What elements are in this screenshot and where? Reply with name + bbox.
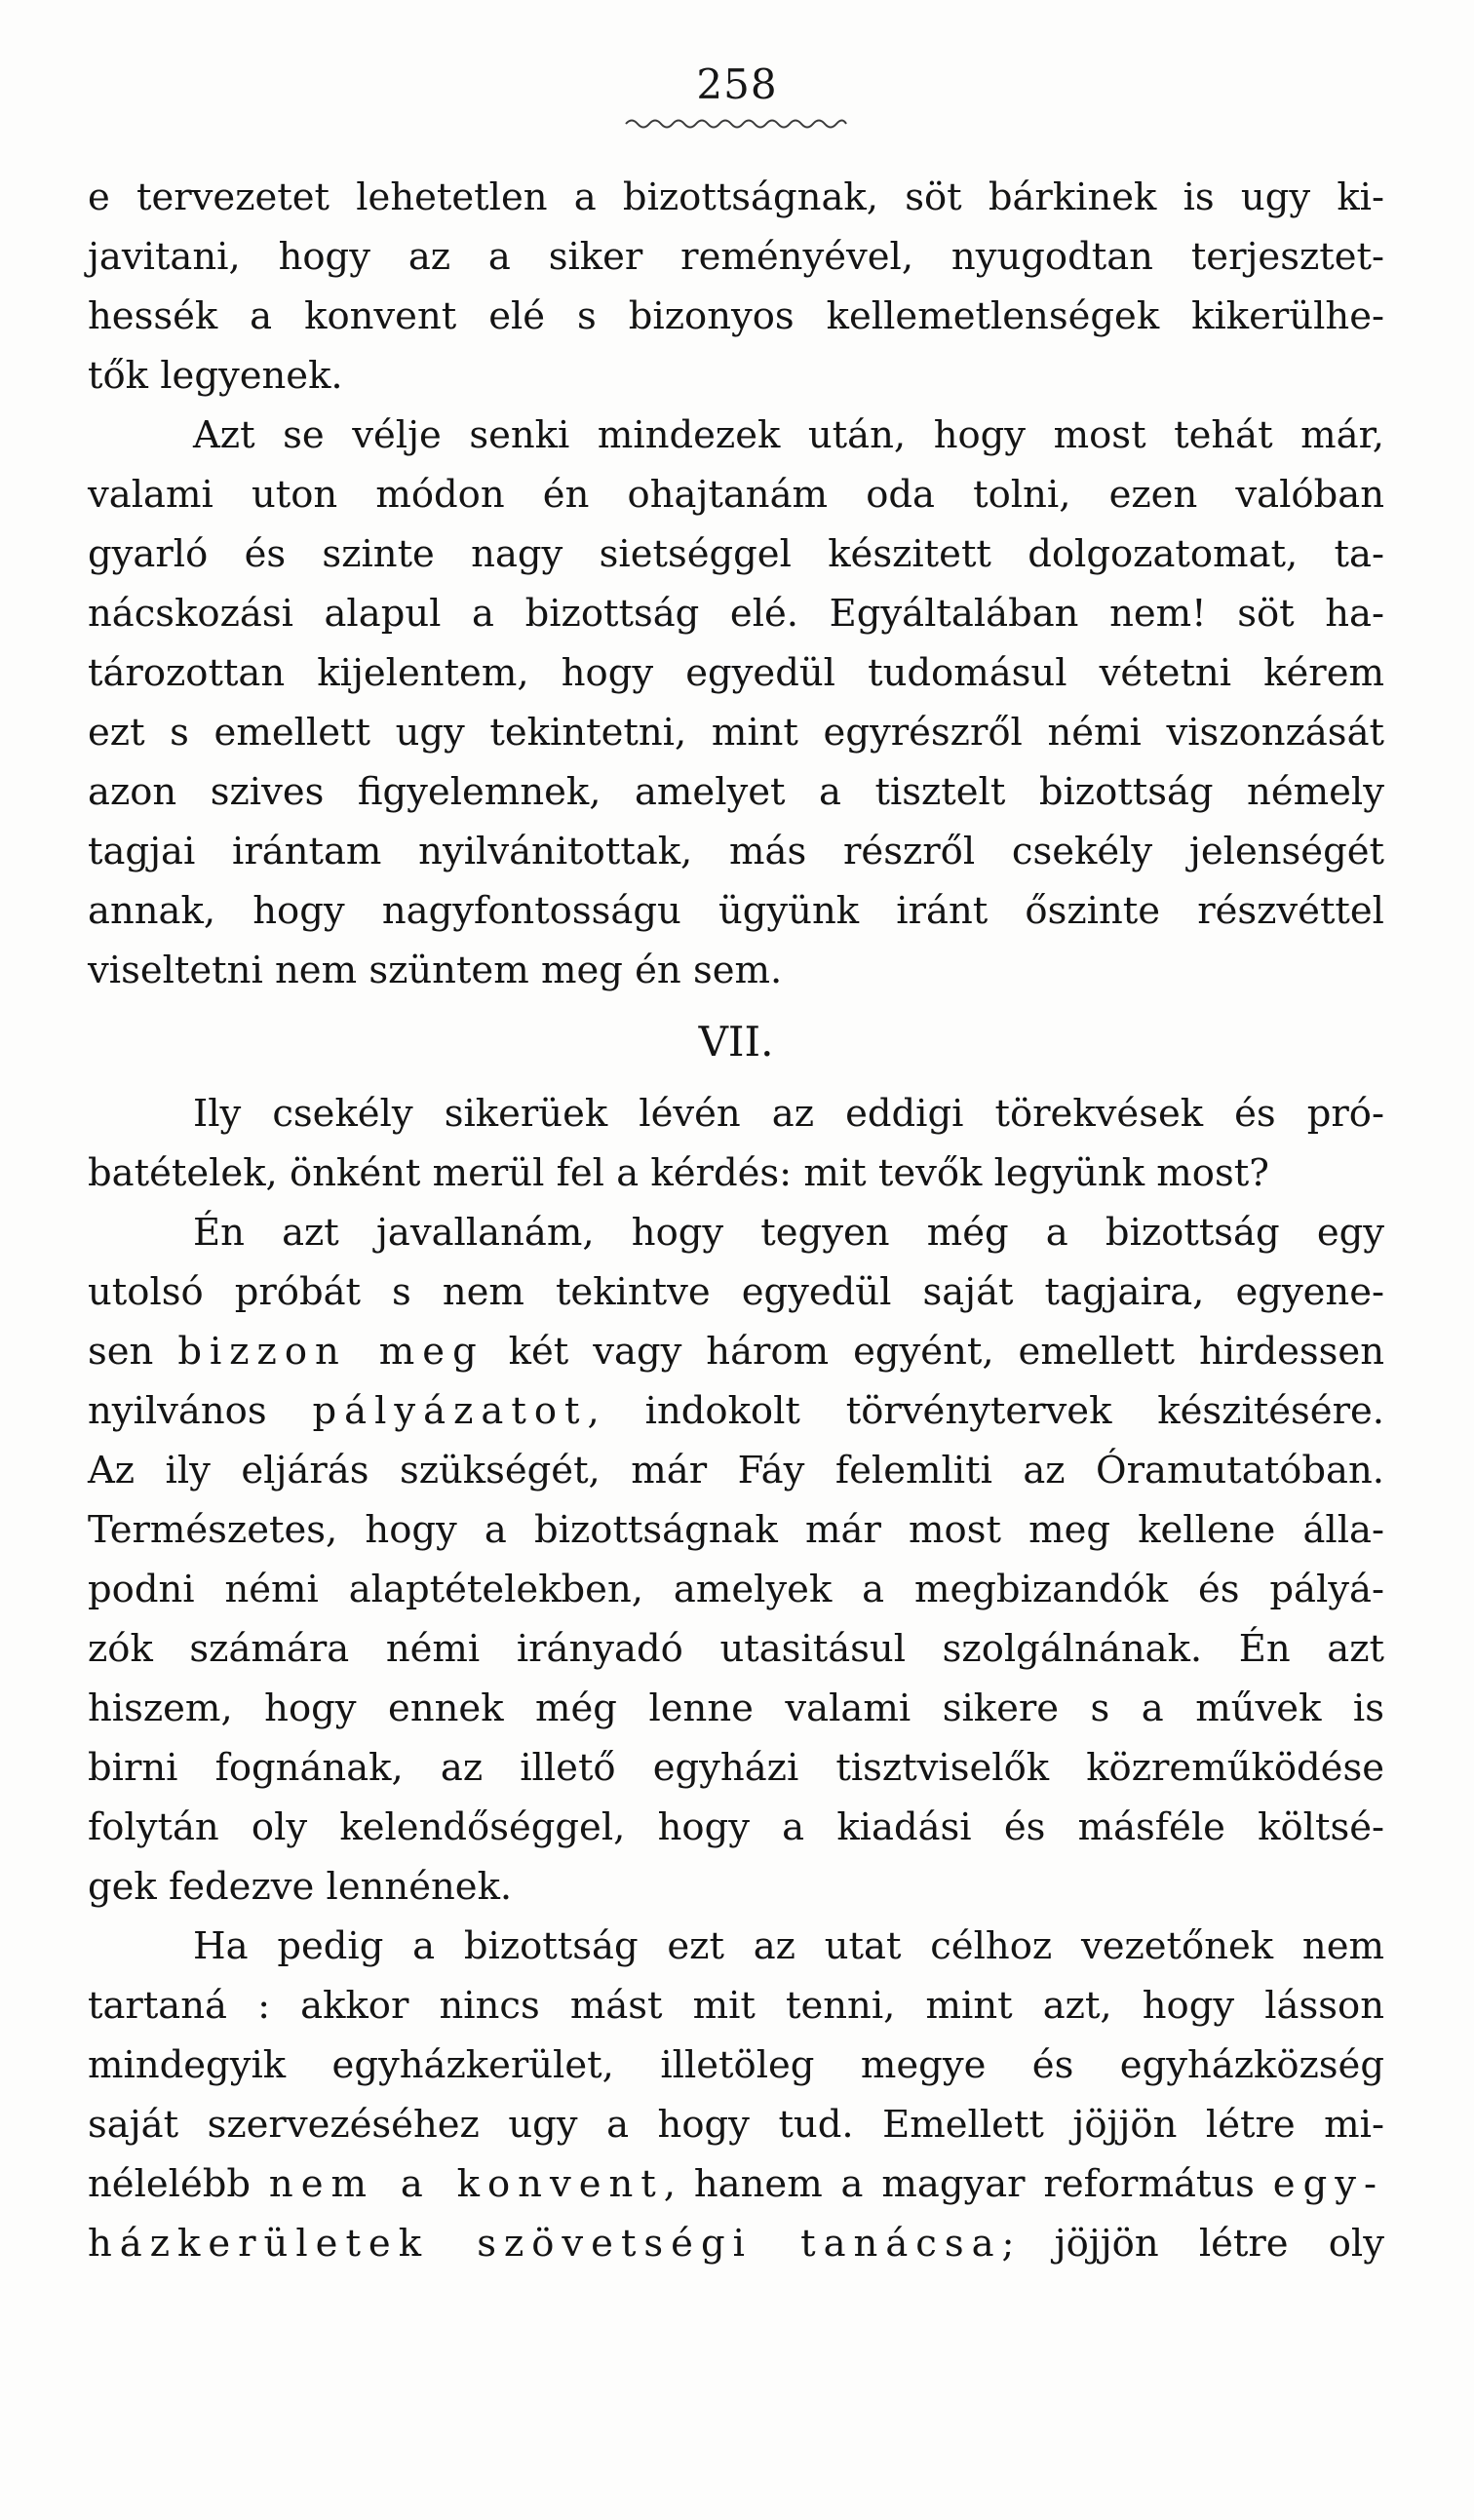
paragraph: [88, 1203, 1384, 1917]
paragraph: [88, 1084, 1384, 1203]
text-line: gek fedezve lennének.: [88, 1865, 513, 1909]
wavy-rule-ornament: [624, 115, 848, 133]
text-line: Ily csekély sikerüek lévén az eddigi törekvések és pró-: [193, 1092, 1384, 1136]
text-line: tározottan kijelentem, hogy egyedül tudomásul vétetni kérem: [88, 651, 1384, 695]
text-line: ezt s emellett ugy tekintetni, mint egyrészről némi viszonzását: [88, 711, 1384, 755]
text-line: azon szives figyelemnek, amelyet a tisztelt bizottság némely: [88, 770, 1384, 814]
text-line: valami uton módon én ohajtanám oda tolni, ezen valóban: [88, 473, 1384, 517]
paragraph: [88, 168, 1384, 406]
text-run: nyilvános: [88, 1389, 313, 1433]
text-line: tagjai irántam nyilvánitottak, más részről csekély jelenségét: [88, 830, 1384, 873]
text-line: javitani, hogy az a siker reményével, nyugodtan terjesztet-: [88, 235, 1384, 279]
text-run: , indokolt törvénytervek készitésére.: [587, 1389, 1384, 1433]
section-heading: VII.: [698, 1018, 774, 1066]
text-line: [88, 2214, 1384, 2273]
text-line: Ha pedig a bizottság ezt az utat célhoz vezetőnek nem: [193, 1924, 1384, 1968]
text-line: nácskozási alapul a bizottság elé. Egyáltalában nem! söt ha-: [88, 592, 1384, 636]
paragraph: [88, 406, 1384, 1000]
text-line: [88, 1322, 1384, 1381]
text-line: [88, 1381, 1384, 1441]
text-line: gyarló és szinte nagy sietséggel készitett dolgozatomat, ta-: [88, 532, 1384, 576]
text-run: sen: [88, 1330, 178, 1374]
text-line: podni némi alaptételekben, amelyek a megbizandók és pályá-: [88, 1568, 1384, 1611]
body-text: [88, 168, 1384, 2273]
text-line: batételek, önként merül fel a kérdés: mit tevők legyünk most?: [88, 1151, 1269, 1195]
text-line: hessék a konvent elé s bizonyos kellemetlenségek kikerülhe-: [88, 294, 1384, 338]
text-line: utolsó próbát s nem tekintve egyedül saját tagjaira, egyene-: [88, 1270, 1384, 1314]
page-number: 258: [696, 60, 778, 108]
text-line: folytán oly kelendőséggel, hogy a kiadási és másféle költsé-: [88, 1805, 1384, 1849]
text-line: tők legyenek.: [88, 354, 343, 398]
emphasized-text: nem a konvent: [268, 2162, 664, 2206]
text-line: mindegyik egyházkerület, illetöleg megye és egyházközség: [88, 2043, 1384, 2087]
text-line: saját szervezéséhez ugy a hogy tud. Emellett jöjjön létre mi-: [88, 2103, 1384, 2147]
text-line: Én azt javallanám, hogy tegyen még a bizottság egy: [193, 1211, 1384, 1255]
emphasized-text: bizzon meg: [177, 1330, 485, 1374]
text-line: [88, 2154, 1384, 2214]
text-line: e tervezetet lehetetlen a bizottságnak, söt bárkinek is ugy ki-: [88, 175, 1384, 219]
text-line: hiszem, hogy ennek még lenne valami sikere s a művek is: [88, 1686, 1384, 1730]
text-line: tartaná : akkor nincs mást mit tenni, mint azt, hogy lásson: [88, 1984, 1384, 2028]
text-line: viseltetni nem szüntem meg én sem.: [88, 949, 783, 992]
text-run: ; jöjjön létre oly: [1001, 2222, 1384, 2266]
text-line: Természetes, hogy a bizottságnak már most meg kellene álla-: [88, 1508, 1384, 1552]
text-run: két vagy három egyént, emellett hirdessen: [484, 1330, 1384, 1374]
text-run: nélelébb: [88, 2162, 269, 2206]
emphasized-text: pályázatot: [312, 1389, 588, 1433]
paragraph: [88, 1917, 1384, 2273]
emphasized-text: egy-: [1272, 2162, 1384, 2206]
text-line: Azt se vélje senki mindezek után, hogy most tehát már,: [193, 413, 1384, 457]
text-line: birni fognának, az illető egyházi tisztviselők közreműködése: [88, 1746, 1384, 1790]
text-line: annak, hogy nagyfontosságu ügyünk iránt őszinte részvéttel: [88, 889, 1384, 933]
text-line: zók számára némi irányadó utasitásul szolgálnának. Én azt: [88, 1627, 1384, 1671]
text-run: , hanem a magyar református: [663, 2162, 1273, 2206]
emphasized-text: házkerületek szövetségi tanácsa: [88, 2222, 1002, 2266]
text-line: Az ily eljárás szükségét, már Fáy felemliti az Óramutatóban.: [88, 1449, 1384, 1493]
